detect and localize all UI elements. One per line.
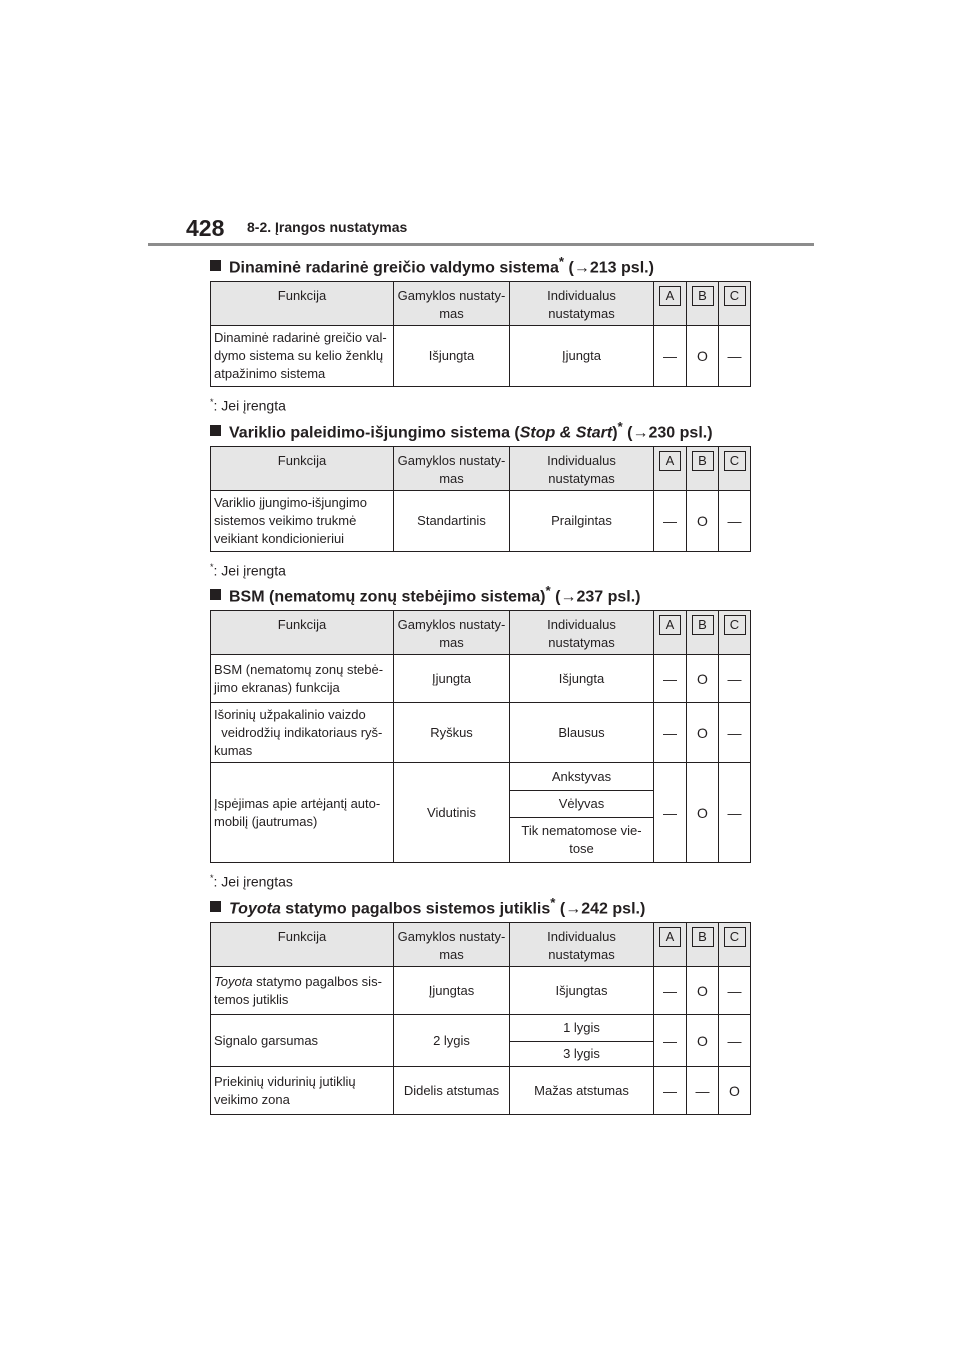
table-row bbox=[211, 1067, 751, 1115]
header-c bbox=[719, 447, 751, 491]
col-c-label: C bbox=[724, 286, 746, 306]
individual-option: Vėlyvas bbox=[510, 791, 654, 818]
header-individual: Individualus nustatymas bbox=[510, 923, 654, 967]
function-cell: Signalo garsumas bbox=[211, 1015, 394, 1067]
individual-option: 3 lygis bbox=[510, 1042, 654, 1067]
settings-table bbox=[210, 281, 751, 387]
section-parking-sensor bbox=[210, 893, 750, 1115]
table-header-row bbox=[211, 923, 751, 967]
header-function: Funkcija bbox=[211, 282, 394, 326]
footnote-star: * bbox=[210, 562, 214, 572]
page-ref[interactable]: 213 psl.) bbox=[589, 259, 654, 277]
header-function: Funkcija bbox=[211, 611, 394, 655]
table-row bbox=[211, 1015, 751, 1042]
table-header-row bbox=[211, 447, 751, 491]
header-factory: Gamyklos nustaty- mas bbox=[394, 611, 510, 655]
header-c bbox=[719, 923, 751, 967]
settings-table bbox=[210, 922, 751, 1115]
footnote bbox=[210, 397, 750, 414]
page-number: 428 bbox=[186, 215, 225, 241]
mark-c: — bbox=[719, 763, 751, 863]
individual-cell: Išjungta bbox=[510, 655, 654, 703]
page-ref[interactable]: 230 psl.) bbox=[648, 424, 713, 442]
title-italic: Toyota bbox=[229, 900, 281, 918]
table-row bbox=[211, 763, 751, 791]
mark-a: — bbox=[654, 763, 687, 863]
mark-c: — bbox=[719, 967, 751, 1015]
title-text: Variklio paleidimo-išjungimo sistema ( bbox=[229, 424, 520, 442]
title-text: Dinaminė radarinė greičio valdymo sistema bbox=[229, 259, 559, 277]
section-title bbox=[210, 252, 750, 277]
table-header-row bbox=[211, 282, 751, 326]
header-b bbox=[687, 282, 719, 326]
col-b-label: B bbox=[692, 615, 714, 635]
footnote-star: * bbox=[550, 895, 556, 910]
mark-c: — bbox=[719, 655, 751, 703]
section-title bbox=[210, 581, 750, 606]
footnote-text: : Jei įrengtas bbox=[213, 873, 293, 890]
header-individual: Individualus nustatymas bbox=[510, 447, 654, 491]
bullet-square-icon bbox=[210, 901, 221, 912]
table-row bbox=[211, 967, 751, 1015]
title-italic: Stop & Start bbox=[519, 424, 613, 442]
open-paren: ( bbox=[555, 588, 561, 606]
col-c-label: C bbox=[724, 451, 746, 471]
open-paren: ( bbox=[627, 424, 633, 442]
mark-c: — bbox=[719, 326, 751, 387]
open-paren: ( bbox=[568, 259, 574, 277]
factory-cell: Įjungta bbox=[394, 655, 510, 703]
individual-cell: Įjungta bbox=[510, 326, 654, 387]
header-factory: Gamyklos nustaty- mas bbox=[394, 447, 510, 491]
section-stop-start bbox=[210, 417, 750, 587]
header-a bbox=[654, 923, 687, 967]
function-cell: Dinaminė radarinė greičio val- dymo sistema su kelio ženklų atpažinimo sistema bbox=[211, 326, 394, 387]
bullet-square-icon bbox=[210, 260, 221, 271]
function-cell: Įspėjimas apie artėjantį auto- mobilį (jautrumas) bbox=[211, 763, 394, 863]
individual-cell: Blausus bbox=[510, 703, 654, 763]
function-cell: Priekinių vidurinių jutiklių veikimo zona bbox=[211, 1067, 394, 1115]
individual-option: 1 lygis bbox=[510, 1015, 654, 1042]
footnote-star: * bbox=[210, 397, 214, 407]
mark-a: — bbox=[654, 967, 687, 1015]
header-function: Funkcija bbox=[211, 447, 394, 491]
function-cell: Išorinių užpakalinio vaizdo veidrodžių indikatoriaus ryš- kumas bbox=[211, 703, 394, 763]
title-text: BSM (nematomų zonų stebėjimo sistema) bbox=[229, 588, 546, 606]
col-a-label: A bbox=[659, 615, 681, 635]
factory-cell: Standartinis bbox=[394, 491, 510, 552]
section-title bbox=[210, 893, 750, 918]
mark-a: — bbox=[654, 655, 687, 703]
section-title bbox=[210, 417, 750, 442]
mark-a: — bbox=[654, 491, 687, 552]
function-italic: Toyota bbox=[214, 973, 253, 989]
bullet-square-icon bbox=[210, 589, 221, 600]
header-b bbox=[687, 447, 719, 491]
running-head: 8-2. Įrangos nustatymas bbox=[247, 219, 408, 235]
mark-b: — bbox=[687, 1067, 719, 1115]
mark-a: — bbox=[654, 1067, 687, 1115]
individual-option: Tik nematomose vie- tose bbox=[510, 818, 654, 863]
arrow-icon: → bbox=[560, 588, 577, 606]
mark-a: — bbox=[654, 1015, 687, 1067]
factory-cell: Didelis atstumas bbox=[394, 1067, 510, 1115]
page-ref[interactable]: 237 psl.) bbox=[576, 588, 641, 606]
mark-b: O bbox=[687, 763, 719, 863]
footnote-text: : Jei įrengta bbox=[213, 397, 286, 414]
header-c bbox=[719, 282, 751, 326]
function-cell: Variklio įjungimo-išjungimo sistemos veikimo trukmė veikiant kondicionieriui bbox=[211, 491, 394, 552]
mark-b: O bbox=[687, 326, 719, 387]
factory-cell: Ryškus bbox=[394, 703, 510, 763]
factory-cell: 2 lygis bbox=[394, 1015, 510, 1067]
individual-option: Ankstyvas bbox=[510, 763, 654, 791]
mark-b: O bbox=[687, 703, 719, 763]
header-individual: Individualus nustatymas bbox=[510, 282, 654, 326]
section-bsm bbox=[210, 581, 750, 898]
col-c-label: C bbox=[724, 927, 746, 947]
header-function: Funkcija bbox=[211, 923, 394, 967]
title-text-post: ) bbox=[612, 424, 618, 442]
bullet-square-icon bbox=[210, 425, 221, 436]
mark-a: — bbox=[654, 703, 687, 763]
footnote bbox=[210, 873, 750, 890]
footnote-text: : Jei įrengta bbox=[213, 562, 286, 579]
table-row bbox=[211, 491, 751, 552]
header-a bbox=[654, 282, 687, 326]
header-b bbox=[687, 611, 719, 655]
col-b-label: B bbox=[692, 927, 714, 947]
col-a-label: A bbox=[659, 286, 681, 306]
section-acc bbox=[210, 252, 750, 422]
footnote-star: * bbox=[545, 583, 551, 598]
title-text-post: statymo pagalbos sistemos jutiklis bbox=[280, 900, 551, 918]
header-a bbox=[654, 611, 687, 655]
mark-a: — bbox=[654, 326, 687, 387]
factory-cell: Vidutinis bbox=[394, 763, 510, 863]
mark-b: O bbox=[687, 1015, 719, 1067]
mark-c: O bbox=[719, 1067, 751, 1115]
individual-cell: Prailgintas bbox=[510, 491, 654, 552]
arrow-icon: → bbox=[565, 900, 582, 918]
col-c-label: C bbox=[724, 615, 746, 635]
mark-c: — bbox=[719, 1015, 751, 1067]
mark-b: O bbox=[687, 655, 719, 703]
footnote-star: * bbox=[558, 254, 565, 269]
mark-c: — bbox=[719, 703, 751, 763]
function-cell: BSM (nematomų zonų stebė- jimo ekranas) funkcija bbox=[211, 655, 394, 703]
table-row bbox=[211, 655, 751, 703]
settings-table bbox=[210, 446, 751, 552]
arrow-icon: → bbox=[573, 259, 590, 277]
function-text: statymo pagalbos sis- temos jutiklis bbox=[214, 973, 382, 1007]
header-factory: Gamyklos nustaty- mas bbox=[394, 282, 510, 326]
col-b-label: B bbox=[692, 286, 714, 306]
individual-cell: Mažas atstumas bbox=[510, 1067, 654, 1115]
header-a bbox=[654, 447, 687, 491]
individual-cell: Išjungtas bbox=[510, 967, 654, 1015]
mark-b: O bbox=[687, 967, 719, 1015]
open-paren: ( bbox=[559, 900, 566, 918]
settings-table bbox=[210, 610, 751, 863]
header-b bbox=[687, 923, 719, 967]
col-a-label: A bbox=[659, 451, 681, 471]
table-row bbox=[211, 703, 751, 763]
mark-c: — bbox=[719, 491, 751, 552]
arrow-icon: → bbox=[632, 424, 649, 442]
factory-cell: Išjungta bbox=[394, 326, 510, 387]
table-row bbox=[211, 326, 751, 387]
factory-cell: Įjungtas bbox=[394, 967, 510, 1015]
header-rule bbox=[148, 243, 814, 246]
function-cell bbox=[211, 967, 394, 1015]
page-ref[interactable]: 242 psl.) bbox=[581, 900, 646, 918]
header-c bbox=[719, 611, 751, 655]
footnote bbox=[210, 562, 750, 579]
col-a-label: A bbox=[659, 927, 681, 947]
mark-b: O bbox=[687, 491, 719, 552]
header-factory: Gamyklos nustaty- mas bbox=[394, 923, 510, 967]
col-b-label: B bbox=[692, 451, 714, 471]
table-header-row bbox=[211, 611, 751, 655]
footnote-star: * bbox=[617, 419, 623, 434]
footnote-star: * bbox=[210, 873, 214, 883]
header-individual: Individualus nustatymas bbox=[510, 611, 654, 655]
